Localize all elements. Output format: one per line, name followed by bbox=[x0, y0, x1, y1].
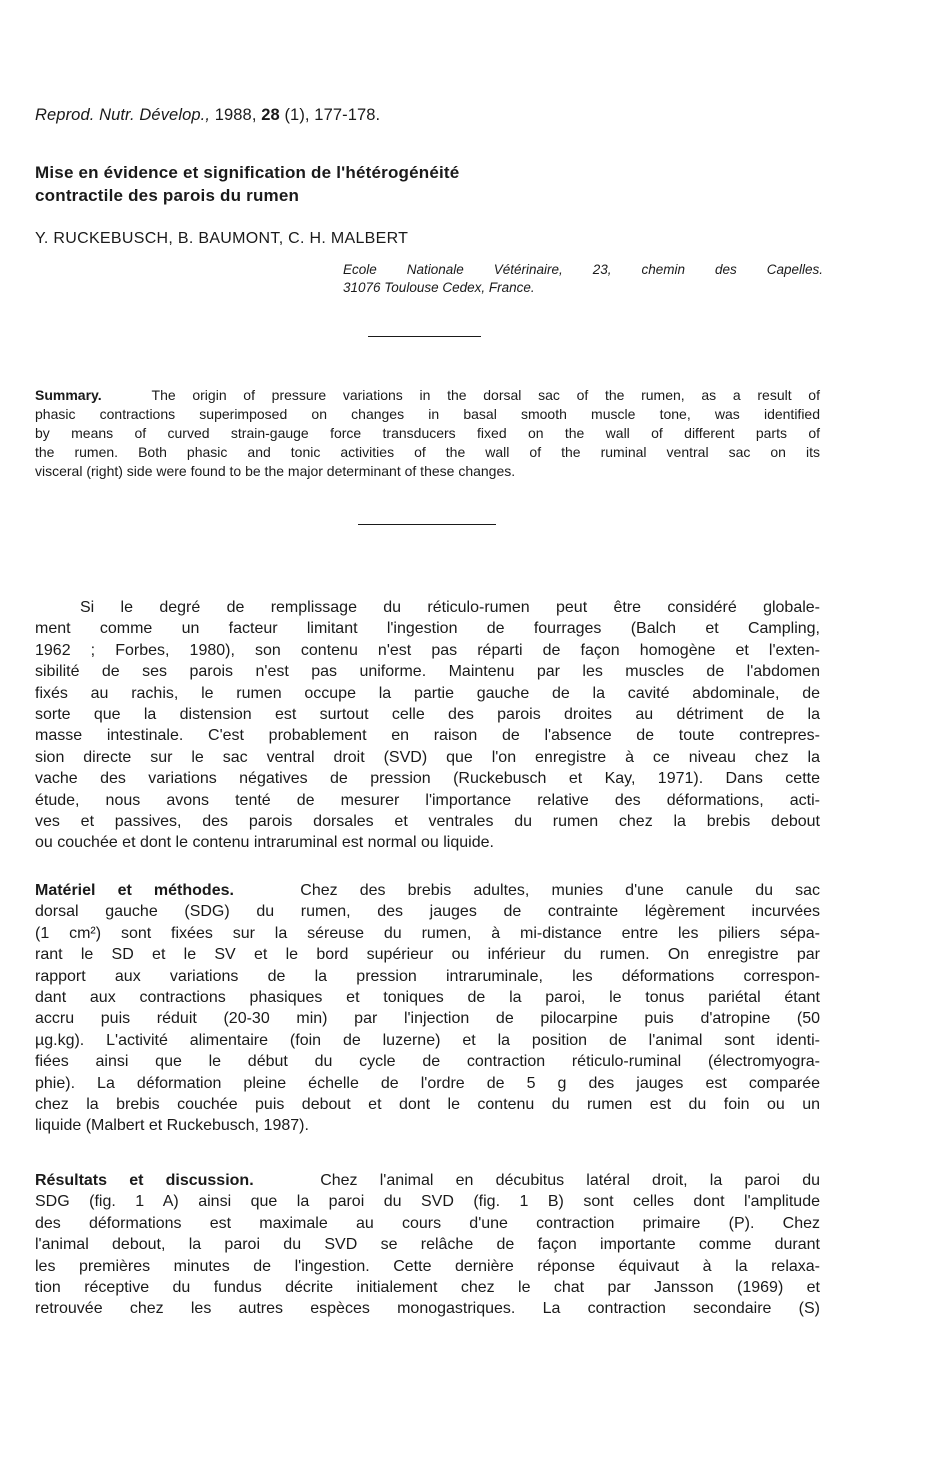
results-paragraph bbox=[35, 1170, 820, 1320]
body-line: les premières minutes de l'ingestion. Cette dernière réponse équivaut à la relaxa- bbox=[35, 1257, 820, 1275]
body-line: retrouvée chez les autres espèces monogastriques. La contraction secondaire (S) bbox=[35, 1300, 820, 1318]
journal-name: Reprod. Nutr. Dévelop., bbox=[35, 106, 211, 124]
authors: Y. RUCKEBUSCH, B. BAUMONT, C. H. MALBERT bbox=[35, 230, 409, 247]
summary-line: the rumen. Both phasic and tonic activities of the wall of the ruminal ventral sac on its bbox=[35, 444, 820, 460]
body-line: étude, nous avons tenté de mesurer l'importance relative des déformations, acti- bbox=[35, 791, 820, 809]
body-line: µg.kg). L'activité alimentaire (foin de luzerne) et la position de l'animal sont identi- bbox=[35, 1031, 820, 1049]
intro-paragraph bbox=[35, 597, 820, 854]
body-line: masse intestinale. C'est probablement en raison de l'absence de toute contrepres- bbox=[35, 727, 820, 745]
body-line: accru puis réduit (20-30 min) par l'injection de pilocarpine puis d'atropine (50 bbox=[35, 1010, 820, 1028]
body-line: ment comme un facteur limitant l'ingestion de fourrages (Balch et Campling, bbox=[35, 620, 820, 638]
body-line: ou couchée et dont le contenu intraruminal est normal ou liquide. bbox=[35, 834, 494, 852]
summary-line: phasic contractions superimposed on changes in basal smooth muscle tone, was identified bbox=[35, 406, 820, 422]
summary-abstract bbox=[35, 386, 820, 481]
affiliation-line-1: Ecole Nationale Vétérinaire, 23, chemin des Capelles. bbox=[343, 262, 823, 277]
affiliation-line-2: 31076 Toulouse Cedex, France. bbox=[343, 280, 535, 295]
citation-volume: 28 bbox=[261, 106, 280, 124]
paper-title bbox=[35, 161, 795, 207]
summary-line: Summary. The origin of pressure variations in the dorsal sac of the rumen, as a result of bbox=[35, 387, 820, 403]
body-line: Matériel et méthodes. Chez des brebis adultes, munies d'une canule du sac bbox=[35, 882, 820, 899]
summary-line: by means of curved strain-gauge force transducers fixed on the wall of different parts of bbox=[35, 425, 820, 441]
body-line: phie). La déformation pleine échelle de l'ordre de 5 g des jauges est comparée bbox=[35, 1074, 820, 1092]
body-line: ves et passives, des parois dorsales et ventrales du rumen chez la brebis debout bbox=[35, 813, 820, 831]
affiliation bbox=[343, 261, 823, 297]
divider-bottom bbox=[358, 524, 496, 525]
citation-issue-pages: (1), 177-178. bbox=[284, 106, 381, 124]
body-line: chez la brebis couchée puis debout et dont le contenu du rumen est du foin ou un bbox=[35, 1096, 820, 1114]
body-line: l'animal debout, la paroi du SVD se relâche de façon importante comme durant bbox=[35, 1236, 820, 1254]
body-line: sion directe sur le sac ventral droit (SVD) que l'on enregistre à ce niveau chez la bbox=[35, 748, 820, 766]
body-line: sibilité de ses parois n'est pas uniforme. Maintenu par les muscles de l'abdomen bbox=[35, 663, 820, 681]
body-line: dant aux contractions phasiques et toniques de la paroi, le tonus pariétal étant bbox=[35, 989, 820, 1007]
results-heading: Résultats et discussion. bbox=[35, 1172, 254, 1189]
summary-label: Summary. bbox=[35, 387, 102, 403]
citation-year: 1988, bbox=[214, 106, 257, 124]
methods-heading: Matériel et méthodes. bbox=[35, 882, 234, 899]
body-line: sorte que la distension est surtout celle des parois droites au détriment de la bbox=[35, 706, 820, 724]
body-line: tion réceptive du fundus décrite initialement chez le chat par Jansson (1969) et bbox=[35, 1279, 820, 1297]
body-line: des déformations est maximale au cours d'une contraction primaire (P). Chez bbox=[35, 1214, 820, 1232]
body-line: (1 cm²) sont fixées sur la séreuse du rumen, à mi-distance entre les piliers sépa- bbox=[35, 924, 820, 942]
body-line: dorsal gauche (SDG) du rumen, des jauges de contrainte légèrement incurvées bbox=[35, 903, 820, 921]
body-line: rapport aux variations de la pression intraruminale, les déformations correspon- bbox=[35, 967, 820, 985]
body-line: SDG (fig. 1 A) ainsi que la paroi du SVD (fig. 1 B) sont celles dont l'amplitude bbox=[35, 1193, 820, 1211]
body-line: Si le degré de remplissage du réticulo-rumen peut être considéré globale- bbox=[80, 599, 820, 616]
body-line: Résultats et discussion. Chez l'animal en décubitus latéral droit, la paroi du bbox=[35, 1172, 820, 1189]
title-line-1: Mise en évidence et signification de l'hétérogénéité bbox=[35, 163, 460, 182]
body-line: rant le SD et le SV et le bord supérieur ou inférieur du rumen. On enregistre par bbox=[35, 946, 820, 964]
body-line: liquide (Malbert et Ruckebusch, 1987). bbox=[35, 1117, 309, 1135]
body-line: fiées ainsi que le début du cycle de contraction réticulo-ruminal (électromyogra- bbox=[35, 1053, 820, 1071]
body-line: fixés au rachis, le rumen occupe la partie gauche de la cavité abdominale, de bbox=[35, 684, 820, 702]
divider-top bbox=[368, 336, 481, 337]
summary-line: visceral (right) side were found to be the major determinant of these changes. bbox=[35, 463, 516, 479]
body-line: vache des variations négatives de pression (Ruckebusch et Kay, 1971). Dans cette bbox=[35, 770, 820, 788]
title-line-2: contractile des parois du rumen bbox=[35, 186, 300, 205]
methods-paragraph bbox=[35, 880, 820, 1137]
body-line: 1962 ; Forbes, 1980), son contenu n'est pas réparti de façon homogène et l'exten- bbox=[35, 641, 820, 659]
citation bbox=[35, 106, 380, 125]
